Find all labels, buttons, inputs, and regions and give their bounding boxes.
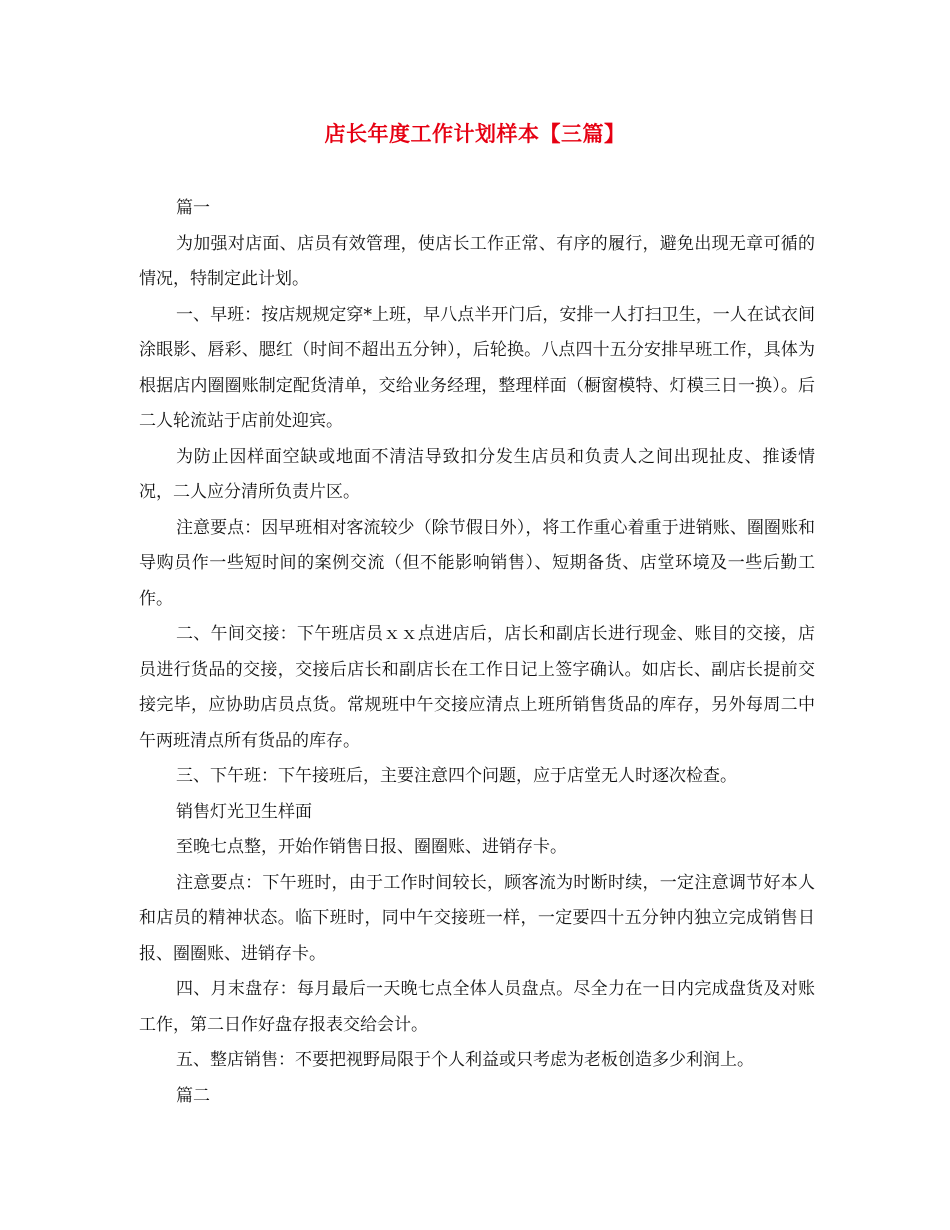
paragraph: 五、整店销售：不要把视野局限于个人利益或只考虑为老板创造多少利润上。 (176, 1050, 754, 1070)
document-body (139, 191, 815, 1114)
paragraph: 销售灯光卫生样面 (176, 801, 312, 822)
paragraph: 二、午间交接：下午班店员ｘｘ点进店后，店长和副店长进行现金、账目的交接，店员进行货品的交接，交接后店长和副店长在工作日记上签字确认。如店长、副店长提前交接完毕，应协助店员点货。常规班中午交接应清点上班所销售货品的库存，另外每周二中午两班清点所有货品的库存。 (139, 624, 815, 751)
section-heading-1: 篇一 (176, 198, 210, 218)
paragraph: 至晚七点整，开始作销售日报、圈圈账、进销存卡。 (176, 837, 567, 857)
paragraph: 三、下午班：下午接班后，主要注意四个问题，应于店堂无人时逐次检查。 (176, 766, 737, 786)
paragraph: 为加强对店面、店员有效管理，使店长工作正常、有序的履行，避免出现无章可循的情况，特制定此计划。 (139, 233, 815, 289)
paragraph: 注意要点：下午班时，由于工作时间较长，顾客流为时断时续，一定注意调节好本人和店员的精神状态。临下班时，同中午交接班一样，一定要四十五分钟内独立完成销售日报、圈圈账、进销存卡。 (139, 872, 815, 964)
section-heading-2: 篇二 (176, 1085, 210, 1106)
paragraph: 一、早班：按店规规定穿*上班，早八点半开门后，安排一人打扫卫生，一人在试衣间涂眼影、唇彩、腮红（时间不超出五分钟），后轮换。八点四十五分安排早班工作，具体为根据店内圈圈账制定配货清单，交给业务经理，整理样面（橱窗模特、灯模三日一换）。后二人轮流站于店前处迎宾。 (139, 304, 815, 431)
paragraph: 注意要点：因早班相对客流较少（除节假日外），将工作重心着重于进销账、圈圈账和导购员作一些短时间的案例交流（但不能影响销售）、短期备货、店堂环境及一些后勤工作。 (139, 517, 815, 609)
paragraph: 四、月末盘存：每月最后一天晚七点全体人员盘点。尽全力在一日内完成盘货及对账工作，第二日作好盘存报表交给会计。 (139, 979, 815, 1035)
document-title: 店长年度工作计划样本【三篇】 (324, 121, 626, 146)
paragraph: 为防止因样面空缺或地面不清洁导致扣分发生店员和负责人之间出现扯皮、推诿情况，二人应分清所负责片区。 (139, 446, 815, 502)
